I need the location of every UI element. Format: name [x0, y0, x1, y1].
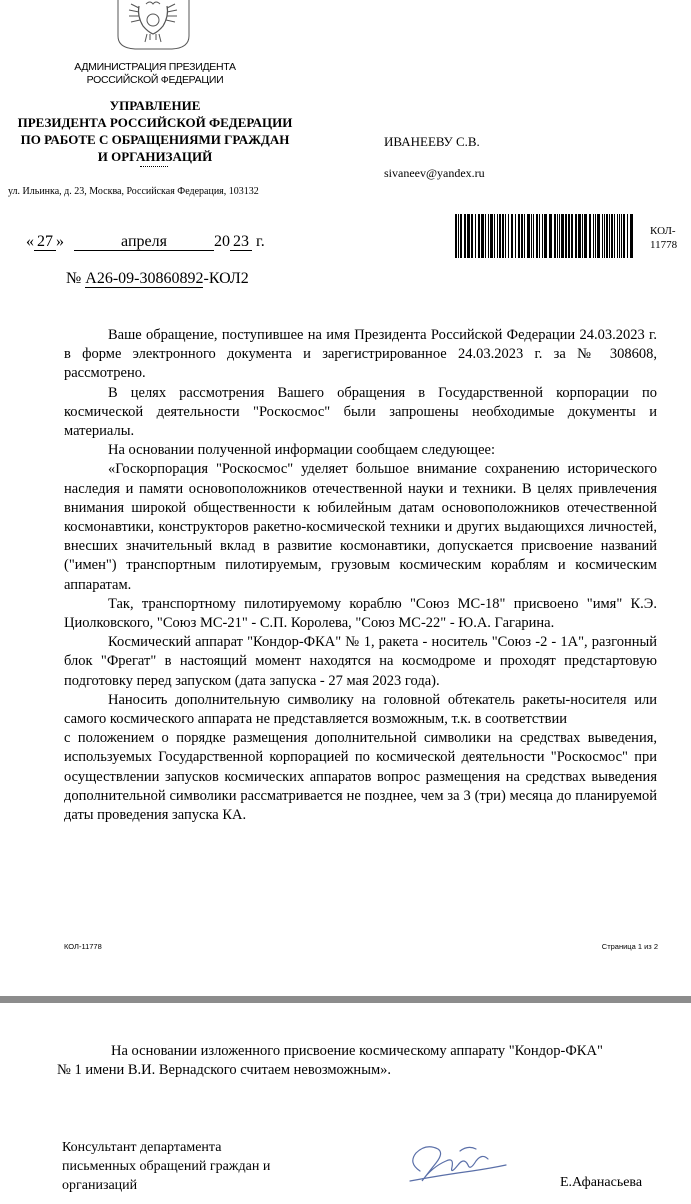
signer-line-2: письменных обращений граждан и	[62, 1159, 271, 1174]
reg-prefix: №	[66, 270, 86, 287]
barcode-bar	[464, 214, 466, 258]
barcode-bar	[557, 214, 558, 258]
barcode-bar	[460, 214, 462, 258]
body-paragraph-4: «Госкорпорация "Роскосмос" уделяет большое внимание сохранению исторического наследия и памяти основоположников отечественной науки и техники. В целях привлечения внимания широкой общественности к юбилейным датам основоположников отечественной космонавтики, конструкторов ракетно-космической техники и других выдающихся личностей, внесших значительный вклад в развитие космонавтики, допускается присвоение названий ("имен") транспортным пилотируемым, грузовым космическим кораблям и космическим аппаратам.	[64, 461, 657, 593]
barcode-bar	[568, 214, 570, 258]
barcode-bar	[481, 214, 484, 258]
footer-code: КОЛ-11778	[64, 942, 102, 951]
barcode-code-line-1: КОЛ-	[650, 225, 676, 237]
barcode-bar	[602, 214, 603, 258]
administration-heading	[40, 61, 270, 87]
barcode-bar	[578, 214, 581, 258]
barcode-bar	[485, 214, 486, 258]
barcode-bar	[539, 214, 540, 258]
barcode-code-line-2: 11778	[650, 239, 678, 251]
reg-suffix: -КОЛ2	[203, 270, 249, 287]
barcode-bar	[561, 214, 564, 258]
barcode-bar	[614, 214, 615, 258]
date-year: 23	[230, 233, 252, 251]
admin-line-1: АДМИНИСТРАЦИЯ ПРЕЗИДЕНТА	[74, 61, 236, 73]
barcode-bar	[521, 214, 523, 258]
barcode-bar	[497, 214, 498, 258]
barcode-bar	[515, 214, 516, 258]
body-paragraph-8: с положением о порядке размещения дополнительной символики на средствах выведения, используемых Государственной корпорацией по космической деятельности "Роскосмос" при осуществлении запусков космических аппаратов вопрос размещения на средствах выведения дополнительной символики рассматривается не позднее, чем за 3 (три) месяца до планируемой даты проведения запуска КА.	[64, 730, 657, 824]
date-open-quote: «	[26, 233, 34, 250]
barcode-bar	[542, 214, 543, 258]
heading-divider	[140, 166, 168, 167]
barcode-bar	[593, 214, 594, 258]
barcode-bar	[630, 214, 633, 258]
barcode-bar	[527, 214, 530, 258]
barcode-bar	[488, 214, 489, 258]
barcode-bar	[508, 214, 509, 258]
barcode-bar	[584, 214, 587, 258]
barcode-bar	[606, 214, 608, 258]
page-separator	[0, 996, 691, 1003]
barcode-bar	[511, 214, 513, 258]
barcode-bar	[565, 214, 567, 258]
dept-line-1: УПРАВЛЕНИЕ	[109, 98, 201, 113]
barcode-bar	[549, 214, 552, 258]
footer-page-number: Страница 1 из 2	[601, 942, 658, 951]
body-paragraph-7: Наносить дополнительную символику на головной обтекатель ракеты-носителя или самого космического аппарата не представляется возможным, т.к. в соответствии	[64, 691, 657, 728]
barcode-bar	[619, 214, 620, 258]
sender-address: ул. Ильинка, д. 23, Москва, Российская Федерация, 103132	[8, 186, 259, 197]
recipient-name: ИВАНЕЕВУ С.В.	[384, 134, 480, 149]
barcode-bar	[471, 214, 473, 258]
barcode-icon	[455, 214, 633, 258]
barcode-bar	[490, 214, 493, 258]
date-year-prefix: 20	[214, 233, 230, 250]
barcode-bar	[627, 214, 628, 258]
barcode-bar	[518, 214, 520, 258]
barcode-bar	[617, 214, 618, 258]
date-year-unit: г.	[256, 233, 265, 250]
barcode-bar	[621, 214, 622, 258]
barcode-bar	[536, 214, 538, 258]
barcode-bar	[505, 214, 506, 258]
barcode-bar	[554, 214, 556, 258]
department-heading	[10, 97, 300, 165]
barcode-bar	[499, 214, 501, 258]
dept-line-2: ПРЕЗИДЕНТА РОССИЙСКОЙ ФЕДЕРАЦИИ	[17, 115, 293, 130]
barcode-bar	[559, 214, 560, 258]
page2-body	[57, 1042, 657, 1080]
body-paragraph-2: В целях рассмотрения Вашего обращения в Государственной корпорации по космической деятельности "Роскосмос" были запрошены необходимые документы и материалы.	[64, 384, 657, 440]
barcode-bar	[623, 214, 625, 258]
barcode-bar	[478, 214, 480, 258]
admin-line-2: РОССИЙСКОЙ ФЕДЕРАЦИИ	[86, 74, 224, 86]
barcode-bar	[531, 214, 532, 258]
barcode-bar	[467, 214, 470, 258]
letter-date	[26, 233, 265, 251]
body-paragraph-1: Ваше обращение, поступившее на имя Президента Российской Федерации 24.03.2023 г. в форме электронного документа и зарегистрированное 24.03.2023 г. за № 308608, рассмотрено.	[64, 327, 657, 382]
barcode-bar	[595, 214, 596, 258]
date-close-quote: »	[56, 233, 64, 250]
barcode-code	[650, 224, 677, 252]
page2-line-2: № 1 имени В.И. Вернадского считаем невозможным».	[57, 1062, 391, 1079]
barcode-bar	[475, 214, 476, 258]
registration-number	[66, 270, 249, 288]
signer-line-3: организаций	[62, 1178, 138, 1193]
letter-body	[64, 326, 657, 825]
barcode-bar	[609, 214, 610, 258]
reg-number: А26-09-30860892	[85, 270, 204, 287]
barcode-bar	[611, 214, 613, 258]
barcode-bar	[575, 214, 577, 258]
body-paragraph-5: Так, транспортному пилотируемому кораблю "Союз МС-18" присвоено "имя" К.Э. Циолковского, "Союз МС-21" - С.П. Королева, "Союз МС-22" - Ю.А. Гагарина.	[64, 595, 657, 632]
dept-line-4: И ОРГАНИЗАЦИЙ	[97, 149, 213, 164]
barcode-bar	[494, 214, 495, 258]
barcode-bar	[524, 214, 525, 258]
barcode-bar	[589, 214, 591, 258]
date-month: апреля	[74, 233, 214, 251]
signer-line-1: Консультант департамента	[62, 1140, 222, 1155]
barcode-bar	[597, 214, 600, 258]
barcode-bar	[544, 214, 547, 258]
state-emblem-icon	[117, 0, 190, 50]
recipient-email: sivaneev@yandex.ru	[384, 166, 485, 180]
barcode-bar	[455, 214, 457, 258]
barcode-bar	[604, 214, 605, 258]
page2-line-1: На основании изложенного присвоение космическому аппарату "Кондор-ФКА"	[111, 1043, 603, 1059]
barcode-bar	[502, 214, 504, 258]
barcode-bar	[458, 214, 459, 258]
dept-line-3: ПО РАБОТЕ С ОБРАЩЕНИЯМИ ГРАЖДАН	[20, 132, 290, 147]
barcode-bar	[571, 214, 573, 258]
body-paragraph-6: Космический аппарат "Кондор-ФКА" № 1, ракета - носитель "Союз -2 - 1А", разгонный блок "Фрегат" в настоящий момент находятся на космодроме и проходят предстартовую подготовку перед запуском (дата запуска - 27 мая 2023 года).	[64, 634, 657, 689]
barcode-bar	[533, 214, 534, 258]
barcode-bar	[582, 214, 583, 258]
body-paragraph-3: На основании полученной информации сообщаем следующее:	[108, 442, 495, 459]
signer-title	[62, 1138, 270, 1195]
signer-name: Е.Афанасьева	[560, 1175, 643, 1190]
date-day: 27	[34, 233, 56, 251]
signature-icon	[402, 1141, 512, 1187]
